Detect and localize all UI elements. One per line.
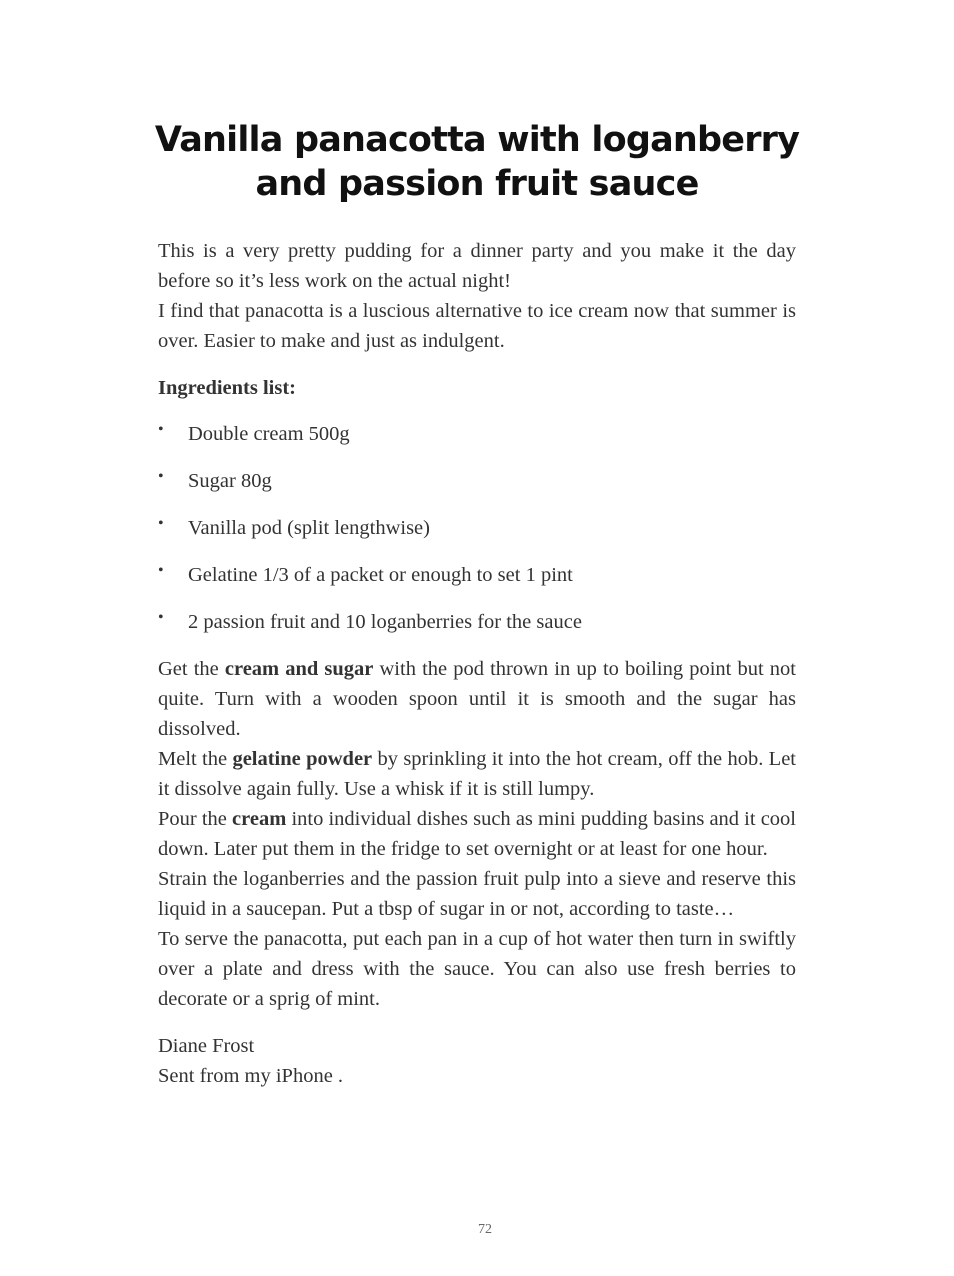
ingredient-item: [158, 419, 796, 449]
ingredient-item: [158, 466, 796, 496]
ingredient-item: [158, 607, 796, 637]
page-number: 72: [478, 1222, 492, 1237]
step-emphasis: cream and sugar: [224, 658, 374, 680]
method-step: [158, 654, 796, 744]
method-step: To serve the panacotta, put each pan in a cup of hot water then turn in swiftly over a plate and dress with the sauce. You can also use fresh berries to decorate or a sprig of mint.: [158, 928, 796, 1010]
recipe-title: Vanilla panacotta with loganberry and passion fruit sauce: [154, 120, 800, 204]
bullet-icon: •: [158, 562, 164, 579]
ingredient-text: Gelatine 1/3 of a packet or enough to set 1 pint: [188, 564, 573, 586]
ingredient-text: Sugar 80g: [188, 470, 272, 492]
ingredient-item: [158, 560, 796, 590]
intro-paragraph: I find that panacotta is a luscious alternative to ice cream now that summer is over. Easier to make and just as indulgent.: [158, 300, 796, 352]
ingredients-list: [158, 419, 796, 637]
step-text: with the pod thrown in up to boiling point but not quite. Turn with a wooden spoon until it is smooth and the sugar has dissolved.: [158, 658, 796, 740]
step-text: Melt the: [158, 748, 233, 770]
signoff: [158, 1031, 796, 1091]
step-text: Pour the: [158, 808, 233, 830]
author-name: Diane Frost: [158, 1035, 255, 1057]
step-emphasis: cream: [232, 808, 287, 830]
sent-from-line: Sent from my iPhone .: [158, 1065, 344, 1087]
bullet-icon: •: [158, 515, 164, 532]
step-text: by sprinkling it into the hot cream, off the hob. Let it dissolve again fully. Use a whisk if it is still lumpy.: [158, 748, 796, 800]
step-emphasis: gelatine powder: [232, 748, 373, 770]
step-text: Get the: [158, 658, 225, 680]
ingredient-text: Vanilla pod (split lengthwise): [188, 517, 430, 539]
recipe-page: [154, 118, 800, 1091]
method-step: Strain the loganberries and the passion fruit pulp into a sieve and reserve this liquid in a saucepan. Put a tbsp of sugar in or not, according to taste…: [158, 868, 796, 920]
ingredient-text: 2 passion fruit and 10 loganberries for the sauce: [188, 611, 582, 633]
bullet-icon: •: [158, 421, 164, 438]
intro-section: [158, 236, 796, 356]
bullet-icon: •: [158, 468, 164, 485]
method-section: [158, 654, 796, 1014]
bullet-icon: •: [158, 609, 164, 626]
intro-paragraph: This is a very pretty pudding for a dinner party and you make it the day before so it’s less work on the actual night!: [158, 240, 796, 292]
ingredients-heading: Ingredients list:: [158, 377, 297, 399]
ingredient-text: Double cream 500g: [188, 423, 350, 445]
ingredient-item: [158, 513, 796, 543]
method-step: [158, 804, 796, 864]
step-text: into individual dishes such as mini pudding basins and it cool down. Later put them in the fridge to set overnight or at least for one hour.: [158, 808, 796, 860]
method-step: [158, 744, 796, 804]
